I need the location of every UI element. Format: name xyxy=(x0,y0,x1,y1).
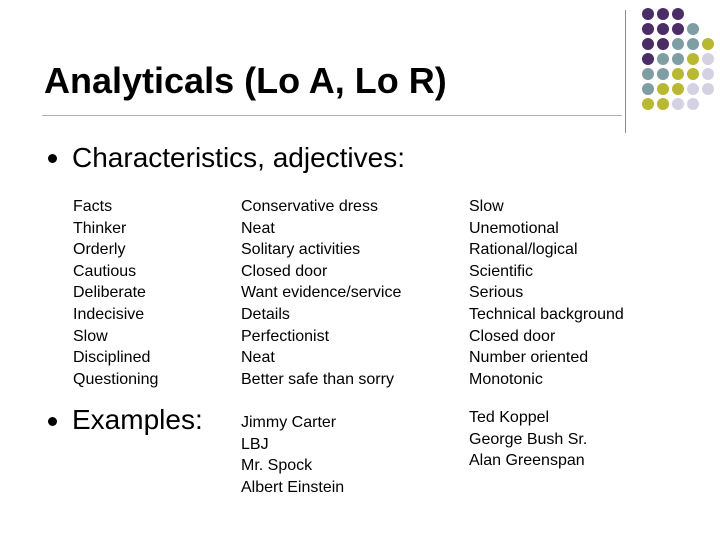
list-item: Orderly xyxy=(73,241,126,259)
list-item: Unemotional xyxy=(469,219,559,237)
dot xyxy=(687,23,699,35)
dot xyxy=(702,38,714,50)
dot xyxy=(657,23,669,35)
dot xyxy=(657,68,669,80)
dot xyxy=(642,83,654,95)
list-item: George Bush Sr. xyxy=(469,430,588,448)
list-item: Scientific xyxy=(469,262,534,280)
dot xyxy=(672,8,684,20)
dot xyxy=(672,68,684,80)
dot xyxy=(657,53,669,65)
dot xyxy=(702,83,714,95)
dot xyxy=(702,68,714,80)
list-item: Slow xyxy=(73,327,108,345)
dot xyxy=(672,23,684,35)
list-item: Perfectionist xyxy=(241,327,330,345)
examples-heading: Examples: xyxy=(72,404,203,435)
list-item: Rational/logical xyxy=(469,241,578,259)
list-item: LBJ xyxy=(241,435,269,453)
dot xyxy=(657,83,669,95)
list-item: Slow xyxy=(469,198,504,215)
dot xyxy=(702,53,714,65)
list-item: Jimmy Carter xyxy=(241,414,337,431)
dot xyxy=(657,8,669,20)
examples-col-3 xyxy=(469,407,587,472)
dot xyxy=(642,23,654,35)
bullet-marker xyxy=(48,154,57,163)
list-item: Deliberate xyxy=(73,284,146,302)
dot xyxy=(687,83,699,95)
slide-title: Analyticals (Lo A, Lo R) xyxy=(44,60,447,101)
list-item: Better safe than sorry xyxy=(241,370,394,388)
dot xyxy=(657,38,669,50)
dot xyxy=(642,8,654,20)
list-item: Neat xyxy=(241,349,275,367)
list-item: Conservative dress xyxy=(241,198,378,215)
list-item: Questioning xyxy=(73,370,159,388)
dot xyxy=(687,98,699,110)
list-item: Closed door xyxy=(469,327,556,345)
dot xyxy=(642,68,654,80)
vertical-divider xyxy=(625,10,626,133)
list-item: Serious xyxy=(469,284,524,302)
examples-col-2 xyxy=(241,412,344,498)
bullet-marker xyxy=(48,417,57,426)
characteristics-col-3 xyxy=(469,196,624,390)
dot xyxy=(642,53,654,65)
dot xyxy=(672,83,684,95)
list-item: Technical background xyxy=(469,305,624,323)
dot xyxy=(687,68,699,80)
characteristics-col-2 xyxy=(241,196,401,390)
list-item: Want evidence/service xyxy=(241,284,402,302)
list-item: Mr. Spock xyxy=(241,457,313,475)
dot xyxy=(687,38,699,50)
list-item: Monotonic xyxy=(469,370,543,388)
list-item: Disciplined xyxy=(73,349,151,367)
dot xyxy=(672,98,684,110)
list-item: Indecisive xyxy=(73,305,145,323)
dot xyxy=(672,53,684,65)
title-divider xyxy=(42,115,622,116)
list-item: Facts xyxy=(73,198,113,215)
dot xyxy=(642,38,654,50)
characteristics-heading: Characteristics, adjectives: xyxy=(72,142,406,173)
list-item: Solitary activities xyxy=(241,241,361,259)
dot xyxy=(687,53,699,65)
list-item: Closed door xyxy=(241,262,328,280)
list-item: Thinker xyxy=(73,219,127,237)
decorative-dot-grid xyxy=(638,8,718,118)
list-item: Cautious xyxy=(73,262,137,280)
dot xyxy=(642,98,654,110)
list-item: Neat xyxy=(241,219,275,237)
dot xyxy=(657,98,669,110)
characteristics-col-1 xyxy=(73,196,158,390)
list-item: Number oriented xyxy=(469,349,589,367)
dot xyxy=(672,38,684,50)
list-item: Alan Greenspan xyxy=(469,452,585,470)
list-item: Albert Einstein xyxy=(241,478,345,496)
list-item: Details xyxy=(241,305,290,323)
list-item: Ted Koppel xyxy=(469,409,550,426)
